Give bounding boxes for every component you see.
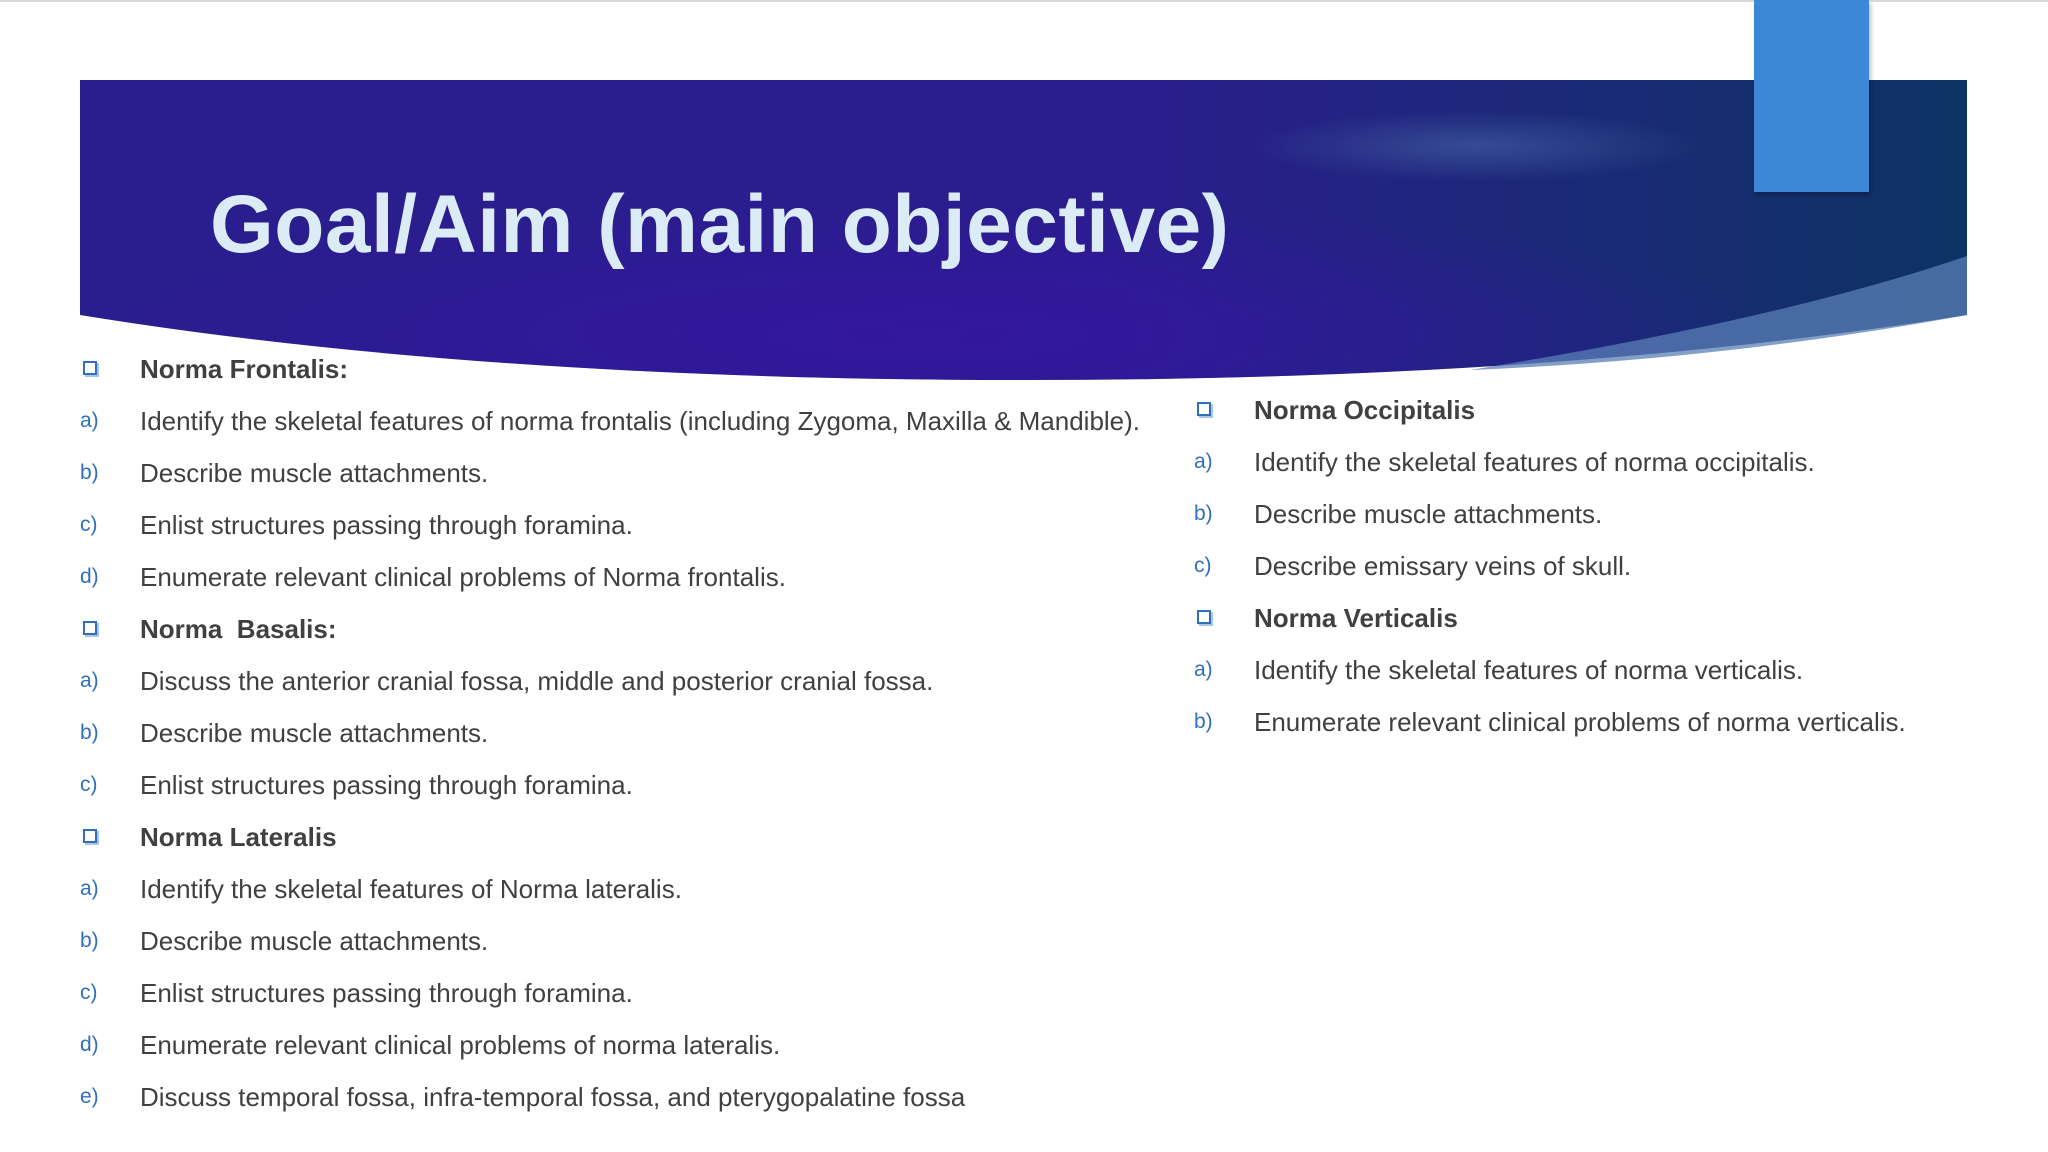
top-border-line — [0, 0, 2048, 2]
item-letter: c) — [80, 981, 98, 1004]
heading-text: Norma Occipitalis — [1254, 394, 1476, 425]
objective-item — [1194, 644, 1906, 696]
square-bullet-icon — [83, 829, 97, 843]
item-text: Identify the skeletal features of norma frontalis (including Zygoma, Maxilla & Mandible). — [140, 405, 1141, 436]
objective-item — [80, 395, 1140, 447]
objective-item — [1194, 696, 1906, 748]
objective-item — [1194, 540, 1906, 592]
item-letter: c) — [80, 773, 98, 796]
slide-title: Goal/Aim (main objective) — [210, 179, 1230, 270]
objective-item — [80, 759, 1140, 811]
section-heading — [80, 343, 1140, 395]
objective-item — [80, 1019, 1140, 1071]
item-letter: d) — [80, 1033, 99, 1056]
item-letter: a) — [1194, 658, 1213, 681]
item-text: Enumerate relevant clinical problems of Norma frontalis. — [140, 561, 786, 592]
item-text: Identify the skeletal features of norma occipitalis. — [1254, 446, 1815, 477]
item-text: Describe emissary veins of skull. — [1254, 550, 1632, 581]
item-text: Describe muscle attachments. — [140, 717, 489, 748]
item-letter: c) — [80, 513, 98, 536]
bookmark-tab — [1754, 0, 1869, 192]
objective-item — [80, 707, 1140, 759]
square-bullet-icon — [80, 825, 140, 849]
square-bullet-icon — [1197, 402, 1211, 416]
item-text: Enlist structures passing through foramina. — [140, 509, 633, 540]
section-heading — [80, 603, 1140, 655]
square-bullet-icon — [83, 361, 97, 375]
item-letter: b) — [80, 721, 99, 744]
item-letter: d) — [80, 565, 99, 588]
item-letter: a) — [1194, 450, 1213, 473]
objective-item — [80, 967, 1140, 1019]
item-text: Enumerate relevant clinical problems of norma verticalis. — [1254, 706, 1906, 737]
right-objectives-list — [1194, 384, 1906, 748]
item-letter: c) — [1194, 554, 1212, 577]
objective-item — [80, 447, 1140, 499]
item-text: Enlist structures passing through foramina. — [140, 977, 633, 1008]
objective-item — [80, 915, 1140, 967]
square-bullet-icon — [83, 621, 97, 635]
item-text: Describe muscle attachments. — [140, 925, 489, 956]
heading-text: Norma Lateralis — [140, 821, 337, 852]
item-letter: a) — [80, 669, 99, 692]
section-heading — [80, 811, 1140, 863]
item-text: Enlist structures passing through foramina. — [140, 769, 633, 800]
objective-item — [1194, 436, 1906, 488]
objective-item — [80, 551, 1140, 603]
item-letter: b) — [1194, 710, 1213, 733]
left-objectives-list — [80, 343, 1140, 1123]
objective-item — [80, 655, 1140, 707]
item-text: Identify the skeletal features of norma verticalis. — [1254, 654, 1804, 685]
square-bullet-icon — [1194, 398, 1254, 422]
item-letter: b) — [80, 461, 99, 484]
item-letter: a) — [80, 877, 99, 900]
heading-text: Norma Verticalis — [1254, 602, 1458, 633]
item-letter: b) — [1194, 502, 1213, 525]
item-text: Describe muscle attachments. — [1254, 498, 1603, 529]
section-heading — [1194, 592, 1906, 644]
item-text: Discuss temporal fossa, infra-temporal fossa, and pterygopalatine fossa — [140, 1081, 966, 1112]
item-letter: b) — [80, 929, 99, 952]
heading-text: Norma Frontalis: — [140, 353, 349, 384]
heading-text: Norma Basalis: — [140, 613, 337, 644]
item-text: Enumerate relevant clinical problems of norma lateralis. — [140, 1029, 781, 1060]
item-letter: a) — [80, 409, 99, 432]
square-bullet-icon — [80, 357, 140, 381]
square-bullet-icon — [1194, 606, 1254, 630]
objective-item — [80, 1071, 1140, 1123]
objective-item — [1194, 488, 1906, 540]
objective-item — [80, 499, 1140, 551]
item-text: Discuss the anterior cranial fossa, middle and posterior cranial fossa. — [140, 665, 934, 696]
square-bullet-icon — [80, 617, 140, 641]
item-text: Identify the skeletal features of Norma lateralis. — [140, 873, 682, 904]
section-heading — [1194, 384, 1906, 436]
objective-item — [80, 863, 1140, 915]
item-letter: e) — [80, 1085, 99, 1108]
square-bullet-icon — [1197, 610, 1211, 624]
item-text: Describe muscle attachments. — [140, 457, 489, 488]
